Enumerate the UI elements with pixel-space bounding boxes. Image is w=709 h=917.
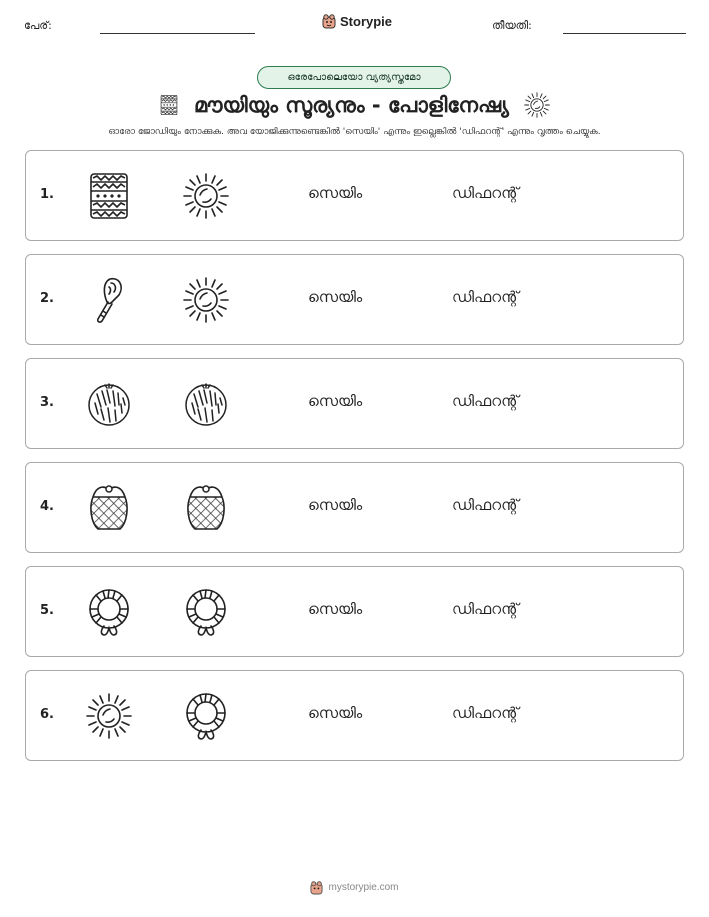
coconut-icon — [84, 379, 134, 429]
sun-icon — [84, 691, 134, 741]
rope-coil-icon — [181, 691, 231, 741]
different-option[interactable]: ഡിഫറന്റ് — [452, 704, 519, 722]
question-number: 5. — [40, 603, 54, 618]
question-number: 1. — [40, 187, 54, 202]
page-title: മൗയിയും സൂര്യനും - പോളിനേഷ്യ — [194, 92, 509, 117]
sun-icon — [181, 275, 231, 325]
question-row — [25, 462, 684, 553]
different-option[interactable]: ഡിഫറന്റ് — [452, 184, 519, 202]
name-label: പേര്: — [24, 19, 52, 32]
same-option[interactable]: സെയിം — [308, 392, 363, 410]
question-number: 4. — [40, 499, 54, 514]
instructions: ഓരോ ജോഡിയും നോക്കുക. അവ യോജിക്കുന്നുണ്ടെങ്കിൽ 'സെയിം' എന്നും ഇല്ലെങ്കിൽ 'ഡിഫറന്റ്' എന്നും വൃത്തം ചെയ്യുക. — [108, 127, 601, 137]
question-row — [25, 150, 684, 241]
brand — [322, 13, 392, 29]
tapa-cloth-icon — [84, 171, 134, 221]
same-option[interactable]: സെയിം — [308, 496, 363, 514]
same-option[interactable]: സെയിം — [308, 288, 363, 306]
storypie-logo-icon — [310, 880, 323, 895]
different-option[interactable]: ഡിഫറന്റ് — [452, 496, 519, 514]
net-bag-icon — [181, 483, 231, 533]
question-row — [25, 670, 684, 761]
question-number: 2. — [40, 291, 54, 306]
brand-name: Storypie — [340, 13, 393, 29]
sun-icon — [523, 91, 551, 119]
different-option[interactable]: ഡിഫറന്റ് — [452, 600, 519, 618]
rope-coil-icon — [84, 587, 134, 637]
same-option[interactable]: സെയിം — [308, 600, 363, 618]
question-row — [25, 254, 684, 345]
name-field[interactable] — [100, 33, 255, 34]
question-row — [25, 566, 684, 657]
rope-coil-icon — [181, 587, 231, 637]
footer — [0, 880, 709, 895]
title-row — [0, 91, 709, 119]
date-label: തീയതി: — [492, 19, 532, 32]
sun-icon — [181, 171, 231, 221]
storypie-logo-icon — [322, 13, 336, 29]
coconut-icon — [181, 379, 231, 429]
different-option[interactable]: ഡിഫറന്റ് — [452, 392, 519, 410]
tapa-cloth-icon — [158, 93, 180, 117]
worksheet-type-badge: ഒരേപോലെയോ വ്യത്യസ്തമോ — [257, 66, 451, 89]
footer-url[interactable]: mystorypie.com — [328, 882, 399, 893]
date-field[interactable] — [563, 33, 686, 34]
same-option[interactable]: സെയിം — [308, 704, 363, 722]
question-number: 3. — [40, 395, 54, 410]
same-option[interactable]: സെയിം — [308, 184, 363, 202]
question-row — [25, 358, 684, 449]
jawbone-club-icon — [84, 275, 134, 325]
question-number: 6. — [40, 707, 54, 722]
different-option[interactable]: ഡിഫറന്റ് — [452, 288, 519, 306]
net-bag-icon — [84, 483, 134, 533]
